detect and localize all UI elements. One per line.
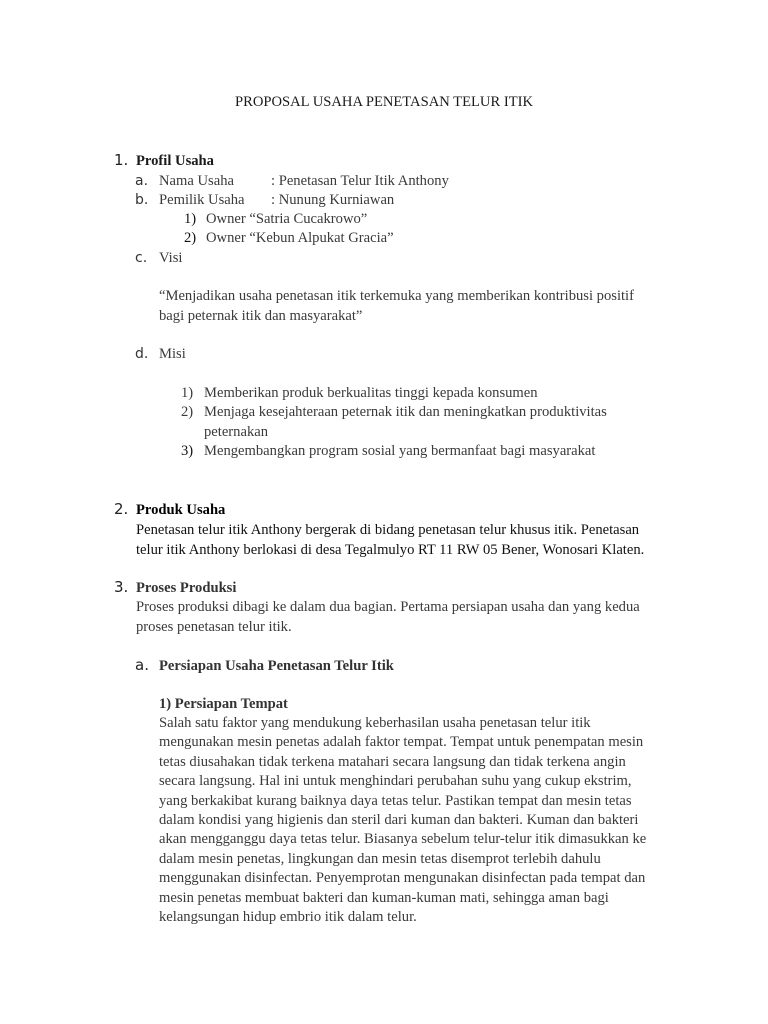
section-2-number: 2. [114,500,129,518]
misi-2-text-line-1: Menjaga kesejahteraan peternak itik dan meningkatkan produktivitas [204,404,607,420]
nama-usaha-value: : Penetasan Telur Itik Anthony [271,173,449,189]
document-title: PROPOSAL USAHA PENETASAN TELUR ITIK [234,94,534,110]
misi-3-text: Mengembangkan program sosial yang bermanfaat bagi masyarakat [204,443,596,459]
paragraph-line: kelangsungan hidup embrio itik dalam telur. [159,909,417,925]
owner-1-text: Owner “Satria Cucakrowo” [206,211,368,227]
section-1-number: 1. [114,151,129,169]
paragraph-line: Salah satu faktor yang mendukung keberhasilan usaha penetasan telur itik [159,715,591,731]
persiapan-tempat-heading: 1) Persiapan Tempat [159,696,288,712]
paragraph-line: secara langsung. Hal ini untuk menghindari perubahan suhu yang cukup ekstrim, [159,773,632,790]
paragraph-line: yang berkakibat kurang baiknya daya tetas telur. Pastikan tempat dan mesin tetas [159,792,632,809]
paragraph-line: akan mengganggu daya tetas telur. Biasanya sebelum telur-telur itik dimasukkan ke [159,831,647,848]
item-b-marker: b. [135,192,149,208]
misi-label: Misi [159,346,186,362]
section-1-heading: Profil Usaha [136,153,214,169]
sub-a-heading: Persiapan Usaha Penetasan Telur Itik [159,658,394,674]
paragraph-line: menggunakan disinfectan. Penyemprotan mengunakan disinfectan pada tempat dan [159,870,646,887]
owner-2-text: Owner “Kebun Alpukat Gracia” [206,230,394,246]
owner-2-marker: 2) [184,230,197,246]
visi-label: Visi [159,250,183,266]
pemilik-usaha-value: : Nunung Kurniawan [271,192,395,208]
misi-2-marker: 2) [181,404,194,420]
paragraph-line: dalam kondisi yang higienis dan steril dari kuman dan bakteri. Kuman dan bakteri [159,812,639,828]
nama-usaha-label: Nama Usaha [159,173,234,189]
misi-3-marker: 3) [181,443,194,459]
section-3-text-line-1: Proses produksi dibagi ke dalam dua bagian. Pertama persiapan usaha dan yang kedua [136,599,640,615]
section-2-text-line-1: Penetasan telur itik Anthony bergerak di bidang penetasan telur khusus itik. Penetasan [136,522,640,538]
paragraph-line: dalam mesin penetas, lingkungan dan mesin tetas disemprot terlebih dahulu [159,850,601,867]
section-3-number: 3. [114,578,129,596]
misi-1-text: Memberikan produk berkualitas tinggi kepada konsumen [204,385,538,401]
sub-a-marker: a. [135,656,149,674]
item-c-marker: c. [135,250,148,266]
section-2-text-line-2: telur itik Anthony berlokasi di desa Tegalmulyo RT 11 RW 05 Bener, Wonosari Klaten. [136,542,645,558]
item-d-marker: d. [135,346,149,362]
paragraph-line: mesin penetas membuat bakteri dan kuman-kuman mati, sehingga aman bagi [159,889,609,906]
pemilik-usaha-label: Pemilik Usaha [159,192,245,208]
misi-1-marker: 1) [181,385,194,401]
paragraph-line: mengunakan mesin penetas adalah faktor tempat. Tempat untuk penempatan mesin [159,734,644,751]
visi-text-line-1: “Menjadikan usaha penetasan itik terkemuka yang memberikan kontribusi positif [159,288,634,304]
item-a-marker: a. [135,173,149,189]
paragraph-line: tetas diusahakan tidak terkena matahari secara langsung dan tidak terkena angin [159,753,626,770]
misi-2-text-line-2: peternakan [204,424,269,440]
owner-1-marker: 1) [184,211,197,227]
section-2-heading: Produk Usaha [136,502,226,518]
section-3-heading: Proses Produksi [136,580,237,596]
section-3-text-line-2: proses penetasan telur itik. [136,619,292,635]
visi-text-line-2: bagi peternak itik dan masyarakat” [159,308,363,324]
